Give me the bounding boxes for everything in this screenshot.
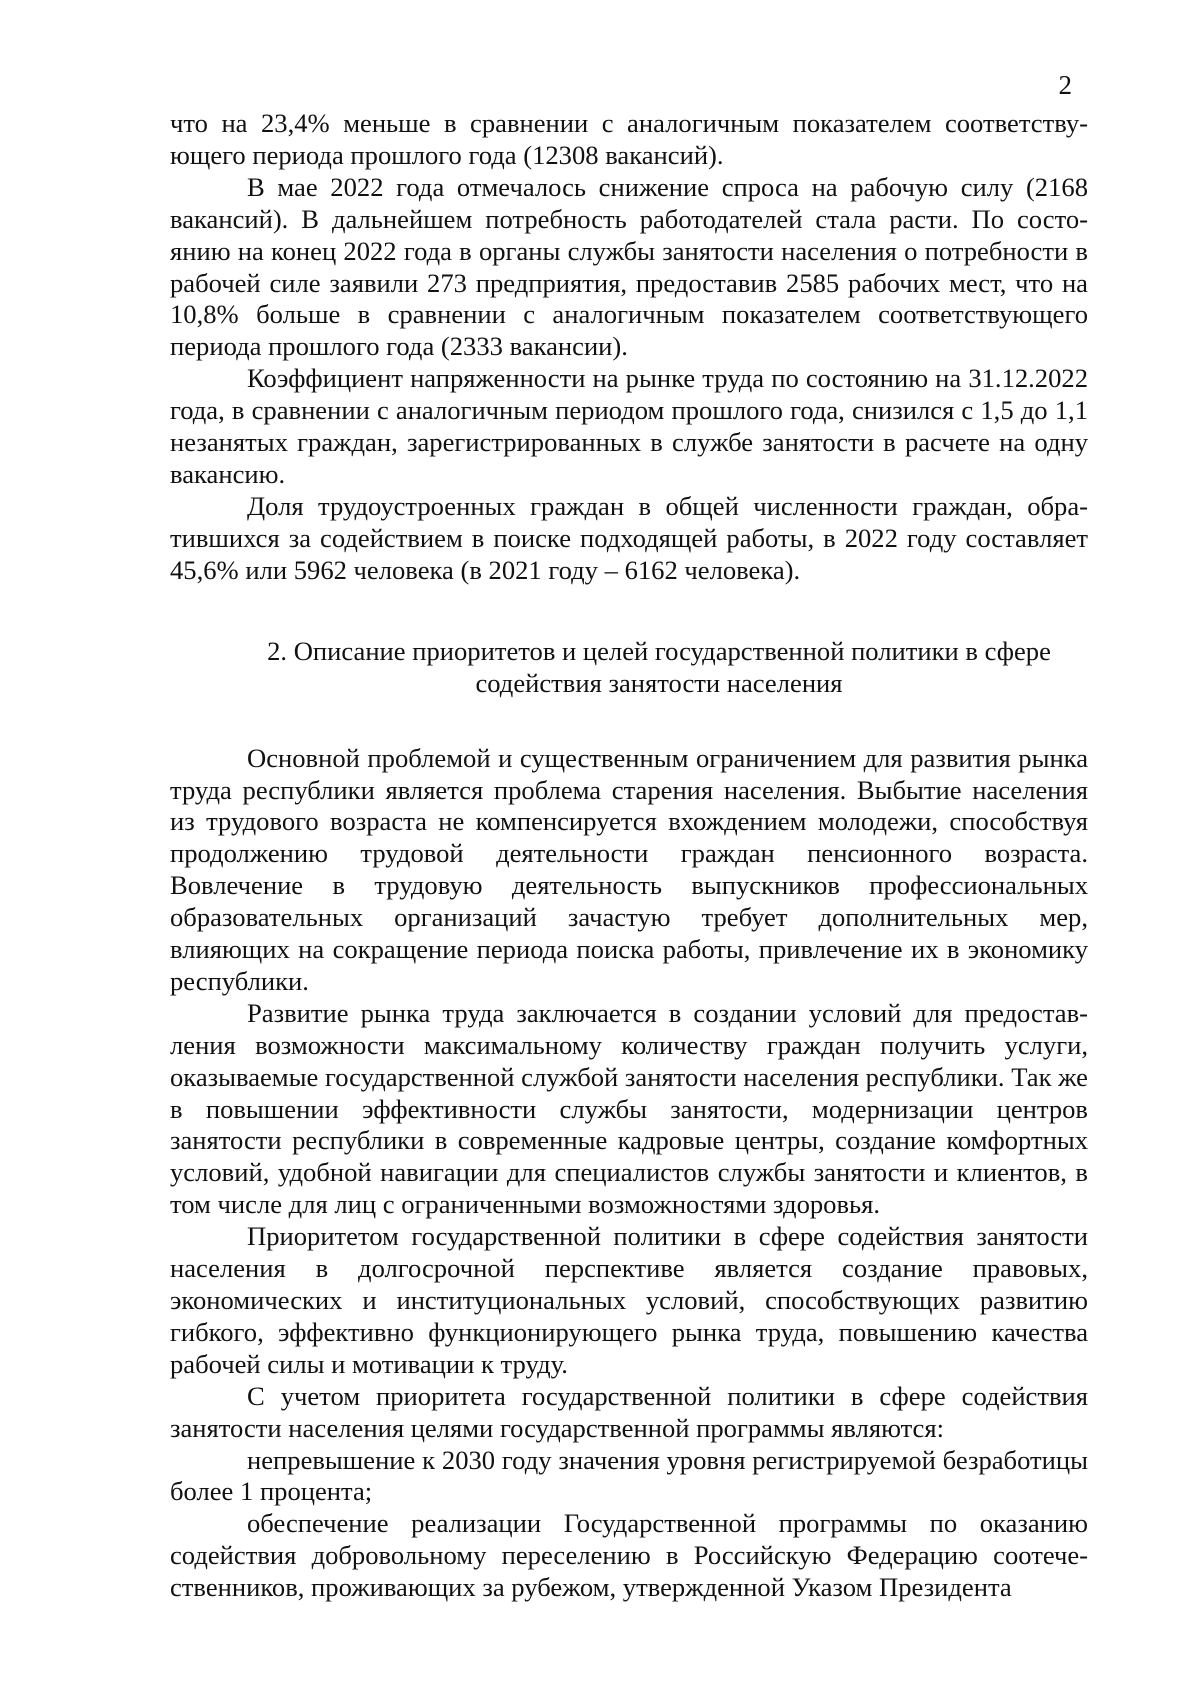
paragraph: непревышение к 2030 году значения уровня регистрируемой безработицы более 1 процента;	[170, 1444, 1088, 1507]
paragraph: Развитие рынка труда заключается в создании условий для предоставления возможности максимальному количеству граждан получить услуги, оказываемые государственной службой занятости населения республики. Так же в повышении эффективности службы занятости, модернизации центров занятости республики в современные кадровые центры, создание комфортных условий, удобной навигации для специалистов службы занятости и клиентов, в том числе для лиц с ограниченными возможностями здоровья.	[170, 997, 1088, 1220]
paragraph: Коэффициент напряженности на рынке труда по состоянию на 31.12.2022 года, в сравнении с аналогичным периодом прошлого года, снизился с 1,5 до 1,1 незанятых граждан, зарегистрированных в службе занятости в расчете на одну вакансию.	[170, 363, 1088, 489]
paragraph: Доля трудоустроенных граждан в общей численности граждан, обратившихся за содействием в поиске подходящей работы, в 2022 году составляет 45,6% или 5962 человека (в 2021 году – 6162 человека).	[170, 490, 1088, 585]
paragraph: В мае 2022 года отмечалось снижение спроса на рабочую силу (2168 вакансий). В дальнейшем потребность работодателей стала расти. По состоянию на конец 2022 года в органы службы занятости населения о потребности в рабочей силе заявили 273 предприятия, предоставив 2585 рабочих мест, что на 10,8% больше в сравнении с аналогичным показателем соответствующего периода прошлого года (2333 вакансии).	[170, 171, 1088, 362]
paragraph: что на 23,4% меньше в сравнении с аналогичным показателем соответствующего периода прошлого года (12308 вакансий).	[170, 108, 1088, 170]
paragraph: обеспечение реализации Государственной программы по оказанию содействия добровольному переселению в Российскую Федерацию соотечественников, проживающих за рубежом, утвержденной Указом Президента	[170, 1508, 1088, 1603]
paragraph: Приоритетом государственной политики в сфере содействия занятости населения в долгосрочной перспективе является создание правовых, экономических и институциональных условий, способствующих развитию гибкого, эффективно функционирующего рынка труда, повышению качества рабочей силы и мотивации к труду.	[170, 1221, 1088, 1379]
paragraph: Основной проблемой и существенным ограничением для развития рынка труда республики является проблема старения населения. Выбытие населения из трудового возраста не компенсируется вхождением молодежи, способствуя продолжению трудовой деятельности граждан пенсионного возраста. Вовлечение в трудовую деятельность выпускников профессиональных образовательных организаций зачастую требует дополнительных мер, влияющих на сокращение периода поиска работы, привлечение их в экономику республики.	[170, 742, 1088, 996]
section-paragraphs	[170, 743, 1088, 1604]
section-heading: 2. Описание приоритетов и целей государственной политики в сфере содействия занятости населения	[267, 635, 1051, 698]
page-number: 2	[1058, 70, 1072, 100]
document-body	[170, 108, 1088, 1604]
intro-paragraphs	[170, 108, 1088, 587]
paragraph: С учетом приоритета государственной политики в сфере содействия занятости населения целями государственной программы являются:	[170, 1380, 1088, 1443]
